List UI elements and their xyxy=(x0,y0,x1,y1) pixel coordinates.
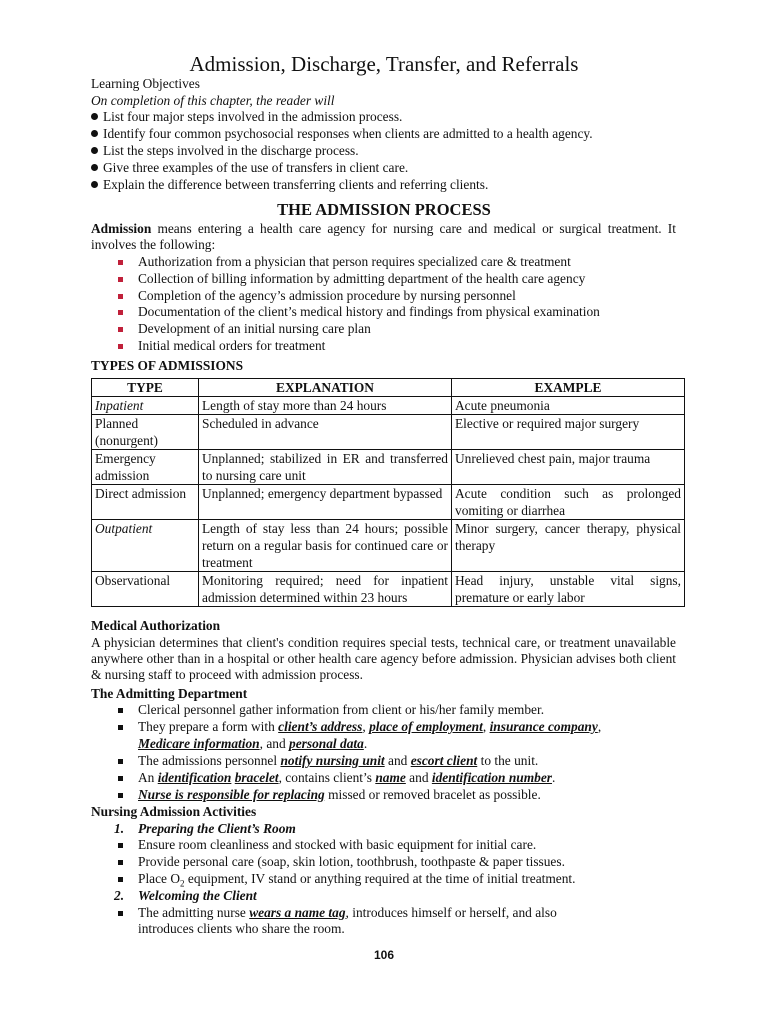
objectives-intro: On completion of this chapter, the reader will xyxy=(91,93,335,108)
admission-types-table xyxy=(91,378,685,607)
admission-item: Documentation of the client’s medical history and findings from physical examination xyxy=(138,304,600,319)
types-heading: TYPES OF ADMISSIONS xyxy=(91,358,244,373)
nursing-item: The admitting nurse wears a name tag, introduces himself or herself, and also xyxy=(138,905,557,920)
square-bullet-icon xyxy=(118,708,123,713)
table-row xyxy=(92,572,685,607)
admitting-item: The admissions personnel notify nursing unit and escort client to the unit. xyxy=(138,753,539,768)
bullet-icon xyxy=(91,147,98,154)
explanation-cell: Unplanned; stabilized in ER and transferred to nursing care unit xyxy=(199,450,452,485)
example-cell: Acute condition such as prolonged vomiting or diarrhea xyxy=(452,485,685,520)
column-header: EXAMPLE xyxy=(452,379,685,397)
table-row xyxy=(92,397,685,415)
nursing-activities-heading: Nursing Admission Activities xyxy=(91,804,257,819)
chapter-title: Admission, Discharge, Transfer, and Referrals xyxy=(189,52,579,76)
step-number: 2. xyxy=(114,888,125,903)
square-bullet-icon xyxy=(118,260,123,265)
type-cell: Planned (nonurgent) xyxy=(92,415,199,450)
table-row xyxy=(92,520,685,572)
objective-item: Give three examples of the use of transfers in client care. xyxy=(91,160,408,176)
type-cell: Inpatient xyxy=(92,397,199,415)
example-cell: Head injury, unstable vital signs, premature or early labor xyxy=(452,572,685,607)
step-title: Welcoming the Client xyxy=(138,888,257,903)
square-bullet-icon xyxy=(118,725,123,730)
step-number: 1. xyxy=(114,821,125,836)
admission-item: Initial medical orders for treatment xyxy=(138,338,326,353)
section-heading: THE ADMISSION PROCESS xyxy=(277,200,491,219)
admitting-item: They prepare a form with client’s address, place of employment, insurance company, xyxy=(138,719,602,734)
table-row xyxy=(92,450,685,485)
square-bullet-icon xyxy=(118,759,123,764)
square-bullet-icon xyxy=(118,294,123,299)
admission-item: Authorization from a physician that person requires specialized care & treatment xyxy=(138,254,571,269)
table-row xyxy=(92,485,685,520)
page-number: 106 xyxy=(373,948,395,962)
square-bullet-icon xyxy=(118,776,123,781)
type-cell: Direct admission xyxy=(92,485,199,520)
objective-item: List four major steps involved in the admission process. xyxy=(91,109,402,125)
column-header: TYPE xyxy=(92,379,199,397)
square-bullet-icon xyxy=(118,310,123,315)
example-cell: Minor surgery, cancer therapy, physical therapy xyxy=(452,520,685,572)
square-bullet-icon xyxy=(118,911,123,916)
table-header-row xyxy=(92,379,685,397)
nursing-item: Provide personal care (soap, skin lotion, toothbrush, toothpaste & paper tissues. xyxy=(138,854,565,869)
bullet-icon xyxy=(91,130,98,137)
explanation-cell: Unplanned; emergency department bypassed xyxy=(199,485,452,520)
type-cell: Observational xyxy=(92,572,199,607)
nursing-item-continued: introduces clients who share the room. xyxy=(138,921,345,936)
nursing-item: Ensure room cleanliness and stocked with basic equipment for initial care. xyxy=(138,837,537,852)
column-header: EXPLANATION xyxy=(199,379,452,397)
objective-item: List the steps involved in the discharge process. xyxy=(91,143,359,159)
admitting-item: An identification bracelet, contains client’s name and identification number. xyxy=(138,770,556,785)
square-bullet-icon xyxy=(118,793,123,798)
explanation-cell: Scheduled in advance xyxy=(199,415,452,450)
explanation-cell: Length of stay more than 24 hours xyxy=(199,397,452,415)
objective-item: Explain the difference between transferring clients and referring clients. xyxy=(91,177,488,193)
step-title: Preparing the Client’s Room xyxy=(138,821,296,836)
square-bullet-icon xyxy=(118,877,123,882)
admission-item: Completion of the agency’s admission procedure by nursing personnel xyxy=(138,288,516,303)
bullet-icon xyxy=(91,113,98,120)
medical-authorization-text: A physician determines that client's condition requires special tests, technical care, or treatment unavailable anywhere other than in a hospital or other health care agency before admission. Physician advises both client & nursing staff to proceed with admission process. xyxy=(91,635,676,682)
explanation-cell: Monitoring required; need for inpatient admission determined within 23 hours xyxy=(199,572,452,607)
admitting-item-continued: Medicare information, and personal data. xyxy=(138,736,368,751)
example-cell: Acute pneumonia xyxy=(452,397,685,415)
objective-item: Identify four common psychosocial responses when clients are admitted to a health agency. xyxy=(91,126,593,142)
square-bullet-icon xyxy=(118,327,123,332)
square-bullet-icon xyxy=(118,860,123,865)
admitting-department-heading: The Admitting Department xyxy=(91,686,248,701)
medical-authorization-heading: Medical Authorization xyxy=(91,618,221,633)
square-bullet-icon xyxy=(118,843,123,848)
type-cell: Emergency admission xyxy=(92,450,199,485)
bullet-icon xyxy=(91,164,98,171)
explanation-cell: Length of stay less than 24 hours; possible return on a regular basis for continued care or treatment xyxy=(199,520,452,572)
table-row xyxy=(92,415,685,450)
square-bullet-icon xyxy=(118,344,123,349)
admitting-item: Clerical personnel gather information from client or his/her family member. xyxy=(138,702,545,717)
square-bullet-icon xyxy=(118,277,123,282)
admitting-item: Nurse is responsible for replacing missed or removed bracelet as possible. xyxy=(138,787,541,802)
nursing-item: Place $O_2$ equipment, IV stand or anything required at the time of initial treatment. xyxy=(138,871,576,889)
example-cell: Unrelieved chest pain, major trauma xyxy=(452,450,685,485)
type-cell: Outpatient xyxy=(92,520,199,572)
objectives-heading: Learning Objectives xyxy=(91,76,200,91)
admission-item: Collection of billing information by admitting department of the health care agency xyxy=(138,271,586,286)
admission-definition: Admission means entering a health care agency for nursing care and medical or surgical treatment. It involves the following: xyxy=(91,221,676,252)
bullet-icon xyxy=(91,181,98,188)
example-cell: Elective or required major surgery xyxy=(452,415,685,450)
admission-item: Development of an initial nursing care plan xyxy=(138,321,371,336)
